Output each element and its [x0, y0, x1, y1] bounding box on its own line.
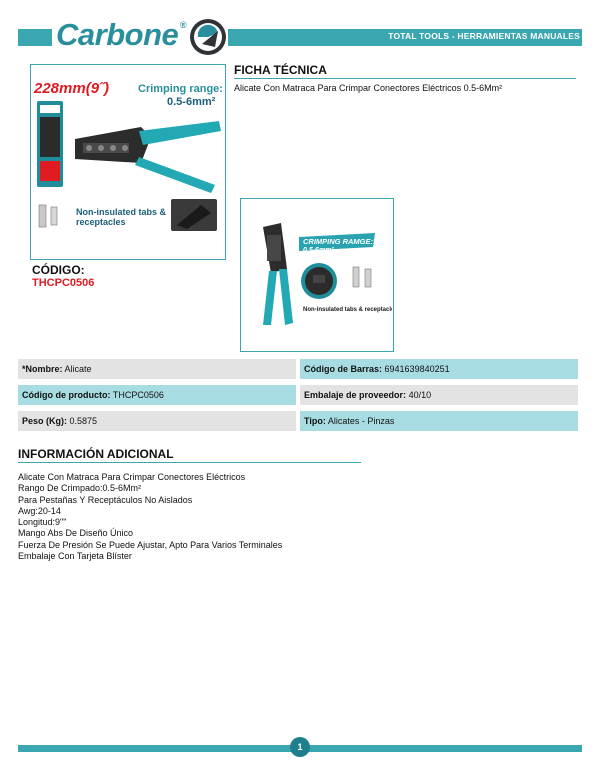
crimping-range-label: Crimping range: — [138, 83, 223, 95]
spec-tipo-value: Alicates - Pinzas — [327, 416, 395, 426]
non-insulated-note: Non-insulated tabs & receptacles — [76, 207, 167, 227]
header-tagline: TOTAL TOOLS - HERRAMIENTAS MANUALES — [388, 31, 580, 41]
list-item: Longitud:9"" — [18, 517, 67, 528]
info-divider — [18, 462, 361, 463]
ficha-tecnica-title: FICHA TÉCNICA — [234, 63, 327, 77]
spec-codigo-barras — [300, 359, 578, 379]
spec-codigo-producto-label: Código de producto: — [22, 390, 111, 400]
info-adicional-title: INFORMACIÓN ADICIONAL — [18, 447, 174, 461]
crimping-plier-detail-illustration — [241, 199, 392, 350]
spec-nombre — [18, 359, 296, 379]
spec-peso-value: 0.5875 — [69, 416, 98, 426]
logo-emblem-icon — [188, 17, 228, 57]
ficha-divider — [234, 78, 576, 79]
list-item: Rango De Crimpado:0.5-6Mm² — [18, 483, 142, 494]
page-number: 1 — [290, 737, 310, 757]
info-adicional-list — [18, 472, 282, 562]
codigo-value: THCPC0506 — [32, 277, 95, 289]
spec-nombre-value: Alicate — [64, 364, 92, 374]
spec-peso — [18, 411, 296, 431]
brand-logo: Carbone — [52, 16, 182, 54]
crimping-range-value: 0.5-6mm² — [167, 96, 216, 108]
ficha-description: Alicate Con Matraca Para Crimpar Conectores Eléctricos 0.5-6Mm² — [234, 83, 503, 93]
spec-nombre-label: *Nombre: — [22, 364, 63, 374]
spec-tipo — [300, 411, 578, 431]
secondary-non-insulated-line1: Non-insulated tabs & receptacles — [303, 307, 392, 313]
crimping-banner-line1: CRIMPING RAMGE: — [303, 237, 373, 246]
spec-codigo-producto-value: THCPC0506 — [112, 390, 164, 400]
list-item: Mango Abs De Diseño Único — [18, 528, 134, 539]
spec-tipo-label: Tipo: — [304, 416, 326, 426]
spec-codigo-producto — [18, 385, 296, 405]
product-image-secondary — [240, 198, 394, 352]
spec-codigo-barras-value: 6941639840251 — [384, 364, 450, 374]
list-item: Embalaje Con Tarjeta Blíster — [18, 551, 132, 562]
spec-embalaje-value: 40/10 — [408, 390, 432, 400]
spec-peso-label: Peso (Kg): — [22, 416, 67, 426]
spec-codigo-barras-label: Código de Barras: — [304, 364, 383, 374]
list-item: Awg:20-14 — [18, 505, 61, 516]
list-item: Alicate Con Matraca Para Crimpar Conectores Eléctricos — [18, 472, 246, 482]
registered-mark: ® — [180, 20, 187, 30]
spec-embalaje-label: Embalaje de proveedor: — [304, 390, 407, 400]
product-size-label: 228mm(9˝) — [34, 80, 110, 97]
crimping-banner-line2: 0.5-6mm² — [303, 247, 334, 254]
codigo-label: CÓDIGO: — [32, 263, 85, 277]
list-item: Para Pestañas Y Receptáculos No Aislados — [18, 494, 193, 505]
spec-embalaje — [300, 385, 578, 405]
list-item: Fuerza De Presión Se Puede Ajustar, Apto Para Varios Terminales — [18, 539, 283, 550]
